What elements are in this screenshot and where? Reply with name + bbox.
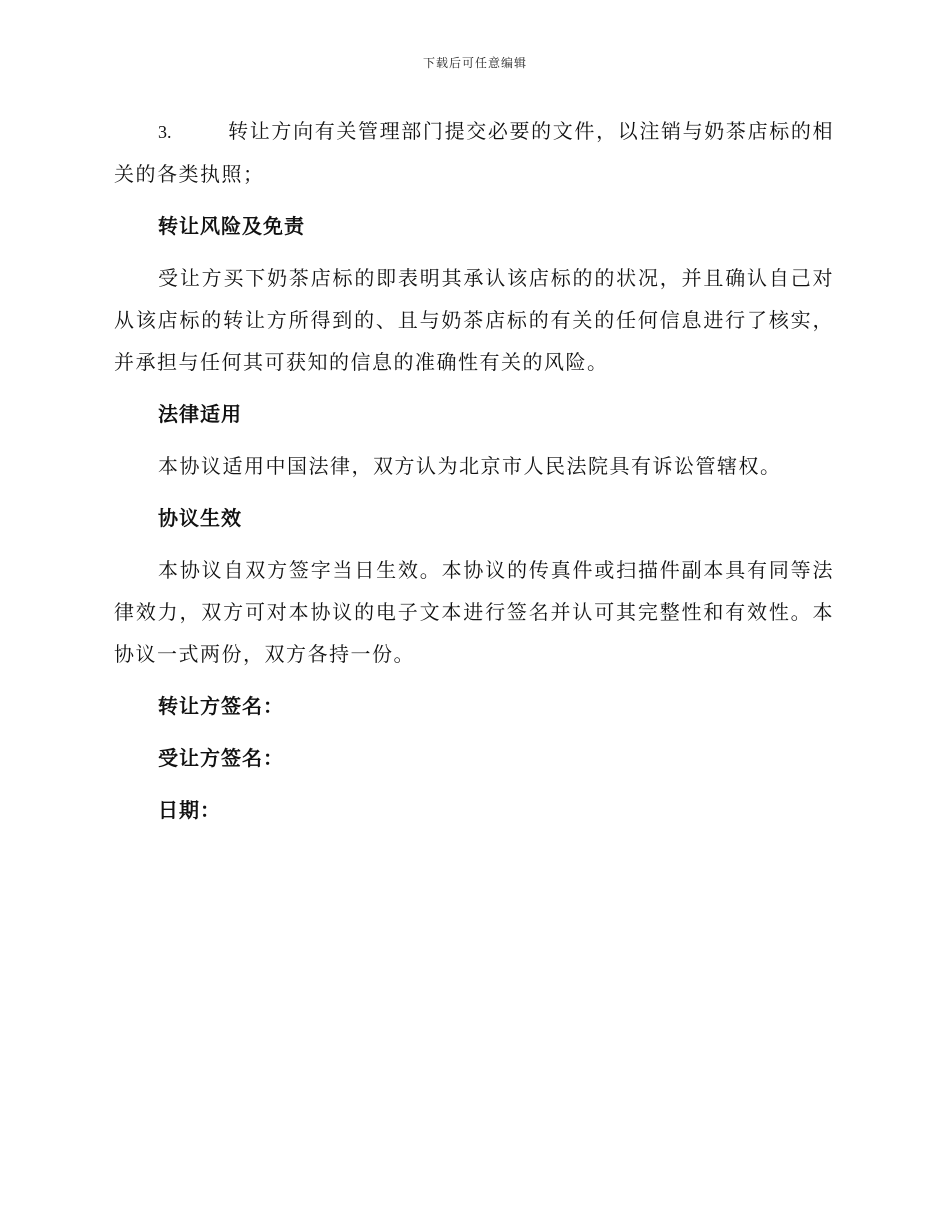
law-heading: 法律适用 — [158, 402, 242, 426]
document-body — [114, 110, 834, 841]
clause-number: 3. — [158, 122, 172, 142]
risk-heading: 转让风险及免责 — [158, 214, 305, 238]
law-paragraph: 本协议适用中国法律，双方认为北京市人民法院具有诉讼管辖权。 — [158, 454, 782, 478]
risk-paragraph: 受让方买下奶茶店标的即表明其承认该店标的的状况，并且确认自己对从该店标的转让方所得到的、且与奶茶店标的有关的任何信息进行了核实，并承担与任何其可获知的信息的准确性有关的风险。 — [114, 266, 834, 374]
date-label: 日期： — [158, 798, 221, 822]
clause-item-3 — [114, 110, 834, 195]
clause-text: 转让方向有关管理部门提交必要的文件，以注销与奶茶店标的相关的各类执照； — [114, 119, 834, 186]
transferor-signature-label: 转让方签名： — [158, 694, 284, 718]
effect-paragraph: 本协议自双方签字当日生效。本协议的传真件或扫描件副本具有同等法律效力，双方可对本协议的电子文本进行签名并认可其完整性和有效性。本协议一式两份，双方各持一份。 — [114, 558, 834, 666]
effect-heading: 协议生效 — [158, 506, 242, 530]
transferee-signature-label: 受让方签名： — [158, 746, 284, 770]
header-note: 下载后可任意编辑 — [422, 56, 527, 70]
